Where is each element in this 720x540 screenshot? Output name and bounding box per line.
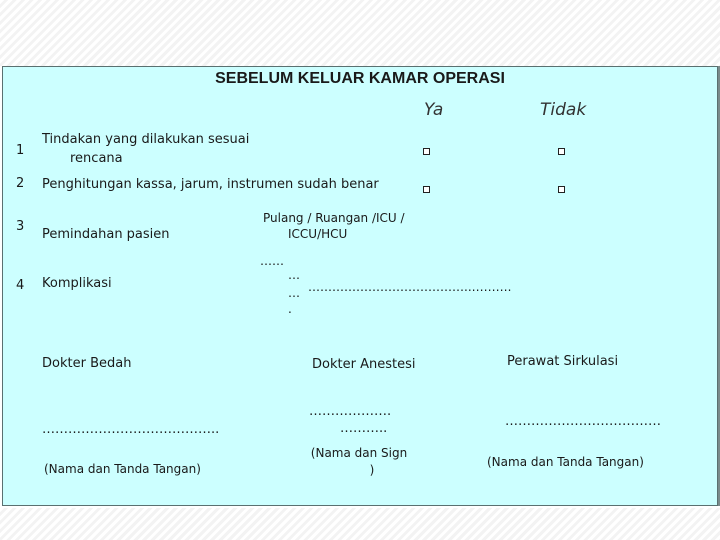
perawat-sirkulasi-signature-line: ……………………………… (505, 414, 661, 429)
header-stripe-band (0, 0, 720, 66)
dokter-anestesi-caption-line2: ) (369, 463, 375, 477)
perawat-sirkulasi-label: Perawat Sirkulasi (507, 354, 619, 369)
row-4-dots-line3: … (288, 286, 300, 300)
footer-stripe-band (0, 508, 720, 540)
row-4-dots-line4: . (288, 302, 292, 316)
row-1-label-line1: Tindakan yang dilakukan sesuai (42, 132, 250, 147)
row-3-option-line1: Pulang / Ruangan /ICU / (263, 211, 405, 225)
row-1-tidak-checkbox[interactable] (558, 148, 565, 155)
row-1-ya-checkbox[interactable] (423, 148, 430, 155)
dokter-anestesi-label: Dokter Anestesi (312, 357, 416, 372)
dokter-anestesi-signature-line2: ……….. (340, 421, 388, 436)
row-1-number: 1 (16, 143, 25, 158)
page-title: SEBELUM KELUAR KAMAR OPERASI (215, 70, 505, 87)
dokter-anestesi-caption-line1: (Nama dan Sign (310, 446, 408, 460)
row-3-label: Pemindahan pasien (42, 227, 170, 242)
perawat-sirkulasi-caption: (Nama dan Tanda Tangan) (487, 455, 644, 469)
row-3-dots: …… (260, 254, 284, 268)
dokter-anestesi-signature-line1: ………………. (309, 404, 392, 419)
row-2-ya-checkbox[interactable] (423, 186, 430, 193)
dokter-bedah-label: Dokter Bedah (42, 356, 132, 371)
row-4-dots-line2: …………………………………..………. (308, 280, 512, 294)
row-1-label-line2: rencana (70, 151, 123, 166)
dokter-bedah-signature-line: ………………………………….. (42, 422, 220, 437)
row-2-tidak-checkbox[interactable] (558, 186, 565, 193)
row-4-number: 4 (16, 278, 25, 293)
dokter-bedah-caption: (Nama dan Tanda Tangan) (44, 462, 201, 476)
row-3-option-line2: ICCU/HCU (288, 227, 348, 241)
column-header-ya: Ya (424, 100, 444, 120)
row-3-number: 3 (16, 219, 25, 234)
column-header-tidak: Tidak (540, 100, 587, 120)
row-2-number: 2 (16, 176, 25, 191)
row-4-dots-line1: … (288, 268, 300, 282)
row-2-label: Penghitungan kassa, jarum, instrumen sudah benar (42, 177, 379, 192)
row-4-label: Komplikasi (42, 276, 112, 291)
